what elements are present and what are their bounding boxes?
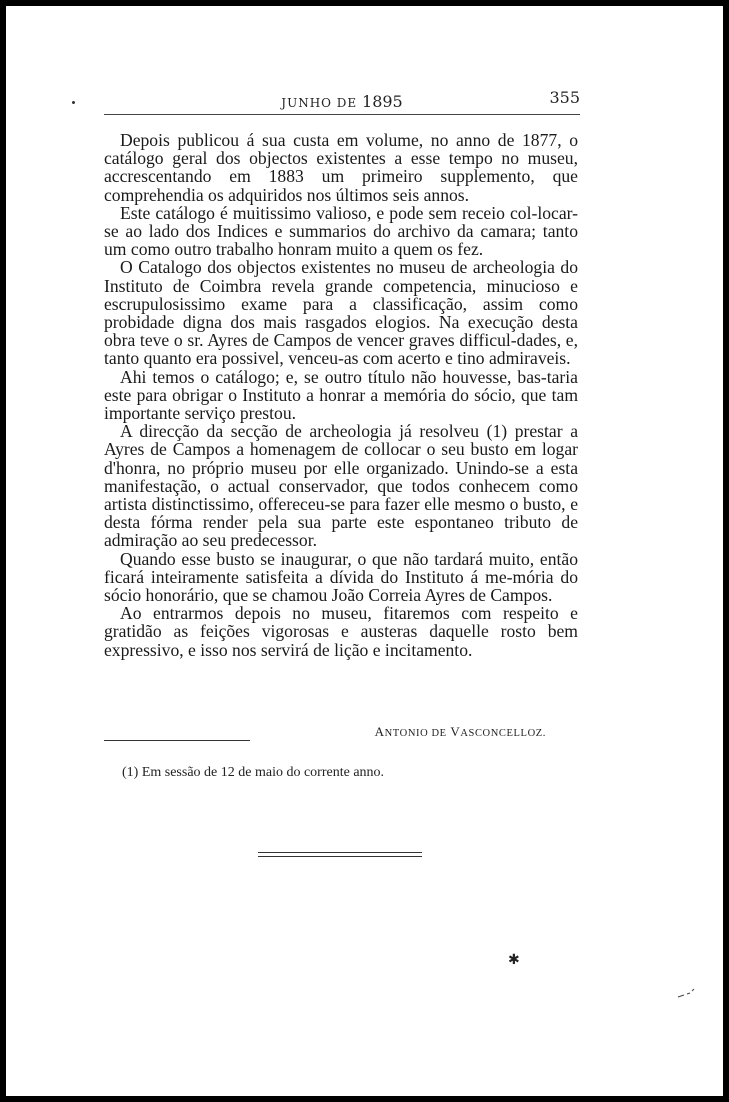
paragraph: Ahi temos o catálogo; e, se outro título não houvesse, bas-taria este para obrigar o Instituto a honrar a memória do sócio, que tam importante serviço prestou. [104,366,578,424]
body-text [104,131,578,659]
page-number: 355 [549,88,580,107]
running-header [104,88,580,111]
header-rule [104,114,580,115]
paragraph: A direcção da secção de archeologia já resolveu (1) prestar a Ayres de Campos a homenagem de collocar o seu busto em logar d'honra, no próprio museu por elle organizado. Unindo-se a esta manifestação, o actual conservador, que todos conhecem como artista distinctissimo, offereceu-se para fazer elle mesmo o busto, e desta fórma render pela sua parte este espontaneo tributo de admiração ao seu predecessor. [104,421,578,551]
paragraph: O Catalogo dos objectos existentes no museu de archeologia do Instituto de Coimbra revela grande competencia, minucioso e escrupulosissimo exame para a classificação, assim como probidade digna dos mais rasgados elogios. Na execução desta obra teve o sr. Ayres de Campos de vencer graves difficul-dades, e, tanto quanto era possivel, venceu-as com acerto e tino admiraveis. [104,257,578,369]
end-rule [258,856,422,857]
header-month: JUNHO DE [281,96,358,110]
paragraph: Este catálogo é muitissimo valioso, e pode sem receio col-locar-se ao lado dos Indices e summarios do archivo da camara; tanto um como outro trabalho honram muito a quem os fez. [104,202,578,260]
running-title [104,92,580,111]
speck-marks-icon [676,988,696,1000]
paragraph: Quando esse busto se inaugurar, o que não tardará muito, então ficará inteiramente satisfeita a dívida do Instituto á me-mória do sócio honorário, que se chamou João Correia Ayres de Campos. [104,548,578,606]
signature [104,724,546,740]
margin-dot [72,101,75,104]
paragraph: Depois publicou á sua custa em volume, no anno de 1877, o catálogo geral dos objectos existentes a esse tempo no museu, accrescentando em 1883 um primeiro supplemento, que comprehendia os adquiridos nos últimos seis annos. [104,130,578,205]
footnote: (1) Em sessão de 12 de maio do corrente anno. [122,765,385,780]
end-rule [258,852,422,853]
header-year: 1895 [362,92,403,111]
signature-first: NTONIO DE [384,728,447,739]
signature-initial: V [450,724,461,739]
paragraph: Ao entrarmos depois no museu, fitaremos com respeito e gratidão as feições vigorosas e austeras daquelle rosto bem expressivo, e isso nos servirá de lição e incitamento. [104,603,578,660]
signature-last: ASCONCELLOZ. [460,728,546,739]
signature-initial: A [374,724,385,739]
asterisk-icon: ✱ [508,952,520,968]
footnote-rule [104,740,250,741]
